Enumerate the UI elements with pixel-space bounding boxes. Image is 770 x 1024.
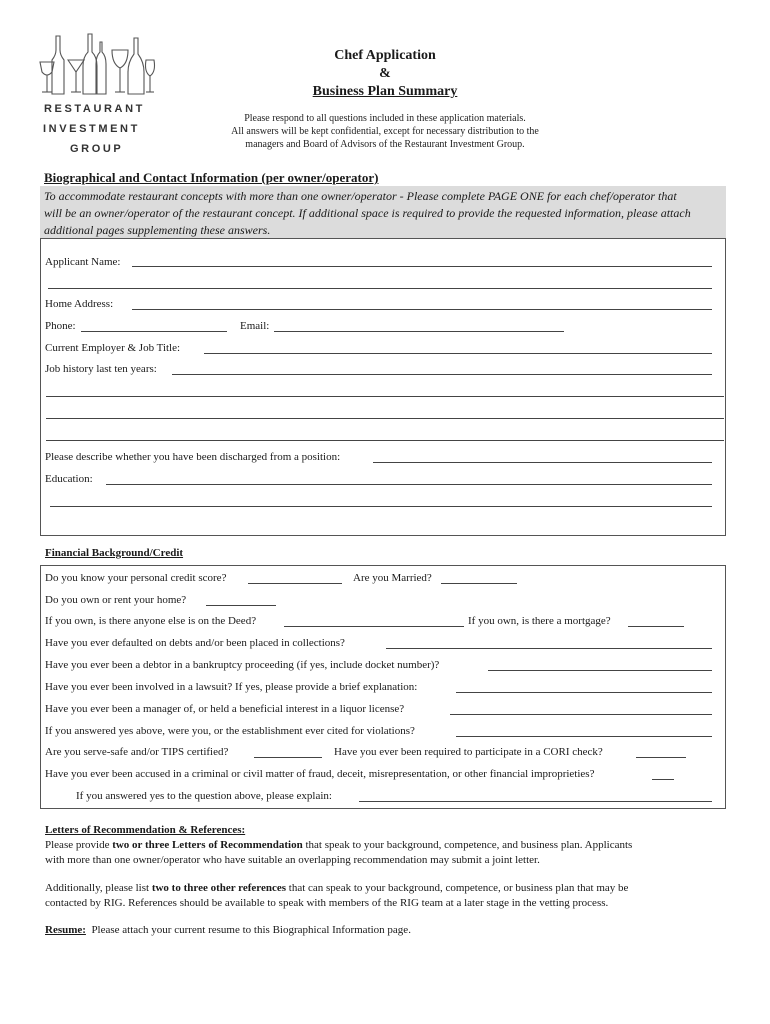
restaurant-investment-group-logo-icon [36, 30, 158, 100]
email-field[interactable] [274, 331, 564, 332]
logo-text-line2: INVESTMENT [43, 123, 140, 135]
education-field-2[interactable] [50, 506, 712, 507]
references-paragraph-1 [45, 838, 725, 868]
page-title: Chef Application [334, 48, 436, 63]
logo-text-line3: GROUP [70, 143, 124, 155]
resume-text: Please attach your current resume to this Biographical Information page. [91, 924, 411, 936]
credit-score-label: Do you know your personal credit score? [45, 572, 227, 584]
p2-line-2: contacted by RIG. References should be available to speak with members of the RIG team at a later stage in the vetting process. [45, 897, 609, 909]
logo-text-line1: RESTAURANT [44, 103, 145, 115]
resume-line [45, 923, 725, 938]
references-heading [45, 823, 725, 838]
education-label: Education: [45, 473, 93, 485]
defaulted-label: Have you ever defaulted on debts and/or been placed in collections? [45, 637, 345, 649]
liquor-field[interactable] [450, 714, 712, 715]
note-line-1: To accommodate restaurant concepts with more than one owner/operator - Please complete PAGE ONE for each chef/operator that [44, 189, 677, 203]
job-history-field-4[interactable] [46, 440, 724, 441]
explain-label: If you answered yes to the question above, please explain: [76, 790, 332, 802]
cori-field[interactable] [636, 757, 686, 758]
discharged-label: Please describe whether you have been discharged from a position: [45, 451, 341, 463]
job-history-label: Job history last ten years: [45, 363, 157, 375]
accused-label: Have you ever been accused in a criminal or civil matter of fraud, deceit, misrepresentation, or other financial improprieties? [45, 768, 595, 780]
home-address-field[interactable] [132, 309, 712, 310]
deed-label: If you own, is there anyone else is on the Deed? [45, 615, 257, 627]
married-field[interactable] [441, 583, 517, 584]
servesafe-field[interactable] [254, 757, 322, 758]
own-rent-field[interactable] [206, 605, 276, 606]
job-history-field[interactable] [172, 374, 712, 375]
note-line-2: will be an owner/operator of the restaurant concept. If additional space is required to provide the requested information, please attach [44, 206, 691, 220]
mortgage-label: If you own, is there a mortgage? [468, 615, 611, 627]
p1-text-a: Please provide [45, 839, 113, 851]
job-history-field-3[interactable] [46, 418, 724, 419]
mortgage-field[interactable] [628, 626, 684, 627]
phone-field[interactable] [81, 331, 227, 332]
financial-heading: Financial Background/Credit [45, 547, 184, 559]
violations-field[interactable] [456, 736, 712, 737]
home-address-label: Home Address: [45, 298, 114, 310]
p2-text-b: that can speak to your background, competence, or business plan that may be [286, 882, 629, 894]
liquor-label: Have you ever been a manager of, or held a beneficial interest in a liquor license? [45, 703, 405, 715]
own-rent-label: Do you own or rent your home? [45, 594, 187, 606]
cori-label: Have you ever been required to participate in a CORI check? [334, 746, 603, 758]
deed-field[interactable] [284, 626, 464, 627]
employer-label: Current Employer & Job Title: [45, 342, 181, 354]
p1-bold: two or three Letters of Recommendation [112, 839, 303, 851]
biographical-form-box [40, 238, 726, 536]
phone-label: Phone: [45, 320, 76, 332]
discharged-field[interactable] [373, 462, 712, 463]
married-label: Are you Married? [353, 572, 432, 584]
bankruptcy-field[interactable] [488, 670, 712, 671]
intro-line-1: Please respond to all questions included in these application materials. [244, 113, 526, 124]
violations-label: If you answered yes above, were you, or the establishment ever cited for violations? [45, 725, 415, 737]
title-ampersand: & [379, 66, 391, 81]
p1-line-2: with more than one owner/operator who have suitable an overlapping recommendation may submit a joint letter. [45, 854, 540, 866]
lawsuit-label: Have you ever been involved in a lawsuit? If yes, please provide a brief explanation: [45, 681, 418, 693]
p1-text-b: that speak to your background, competence, and business plan. Applicants [302, 839, 633, 851]
applicant-name-field-2[interactable] [48, 288, 712, 289]
references-paragraph-2 [45, 881, 725, 911]
education-field[interactable] [106, 484, 712, 485]
note-line-3: additional pages supplementing these answers. [44, 223, 271, 237]
biographical-heading: Biographical and Contact Information (per owner/operator) [44, 170, 379, 185]
page-subtitle: Business Plan Summary [312, 84, 458, 99]
accused-field[interactable] [652, 779, 674, 780]
p2-bold: two to three other references [151, 882, 287, 894]
applicant-name-label: Applicant Name: [45, 256, 121, 268]
intro-line-3: managers and Board of Advisors of the Restaurant Investment Group. [245, 139, 525, 150]
bankruptcy-label: Have you ever been a debtor in a bankruptcy proceeding (if yes, include docket number)? [45, 659, 440, 671]
explain-field[interactable] [359, 801, 712, 802]
resume-label: Resume: [45, 924, 86, 936]
email-label: Email: [240, 320, 270, 332]
servesafe-label: Are you serve-safe and/or TIPS certified? [45, 746, 229, 758]
defaulted-field[interactable] [386, 648, 712, 649]
employer-field[interactable] [204, 353, 712, 354]
job-history-field-2[interactable] [46, 396, 724, 397]
p2-text-a: Additionally, please list [45, 882, 152, 894]
references-heading-text: Letters of Recommendation & References: [45, 824, 246, 836]
credit-score-field[interactable] [248, 583, 342, 584]
lawsuit-field[interactable] [456, 692, 712, 693]
instructions-note [40, 186, 726, 238]
intro-line-2: All answers will be kept confidential, except for necessary distribution to the [231, 126, 539, 137]
applicant-name-field[interactable] [132, 266, 712, 267]
